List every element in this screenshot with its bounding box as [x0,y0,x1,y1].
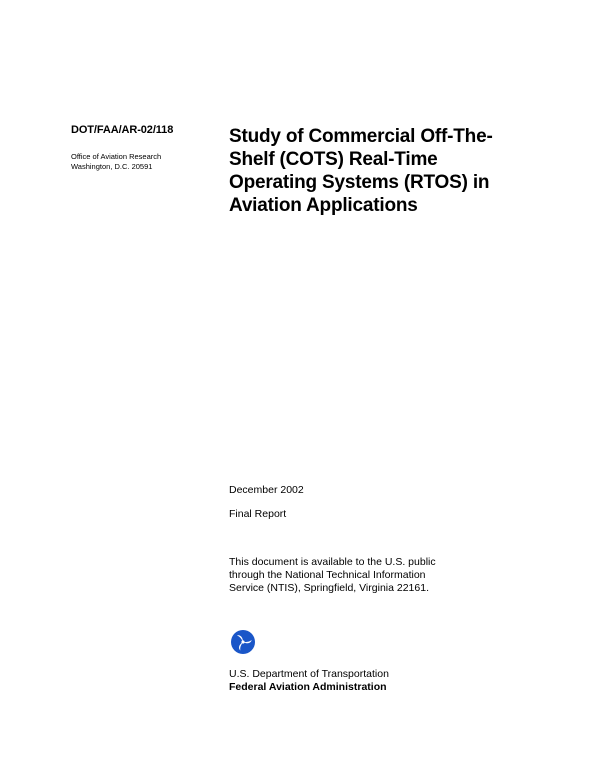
title-line: Shelf (COTS) Real-Time [229,149,438,170]
dot-triskelion-icon [231,630,255,654]
report-number: DOT/FAA/AR-02/118 [71,124,174,136]
administration-name: Federal Aviation Administration [229,681,387,693]
publication-date: December 2002 [229,484,304,496]
department-name: U.S. Department of Transportation [229,668,389,680]
availability-line: through the National Technical Information [229,569,426,581]
availability-line: Service (NTIS), Springfield, Virginia 22161. [229,582,429,594]
office-block [71,152,161,171]
availability-statement [229,556,436,595]
report-type: Final Report [229,508,287,520]
title-line: Operating Systems (RTOS) in [229,172,490,193]
document-title [229,125,549,217]
office-location: Washington, D.C. 20591 [71,161,153,171]
title-line: Aviation Applications [229,195,418,216]
title-line: Study of Commercial Off-The- [229,126,493,147]
office-name: Office of Aviation Research [71,152,162,161]
availability-line: This document is available to the U.S. public [229,556,436,568]
logo-center [241,640,244,643]
agency-block [229,668,389,694]
